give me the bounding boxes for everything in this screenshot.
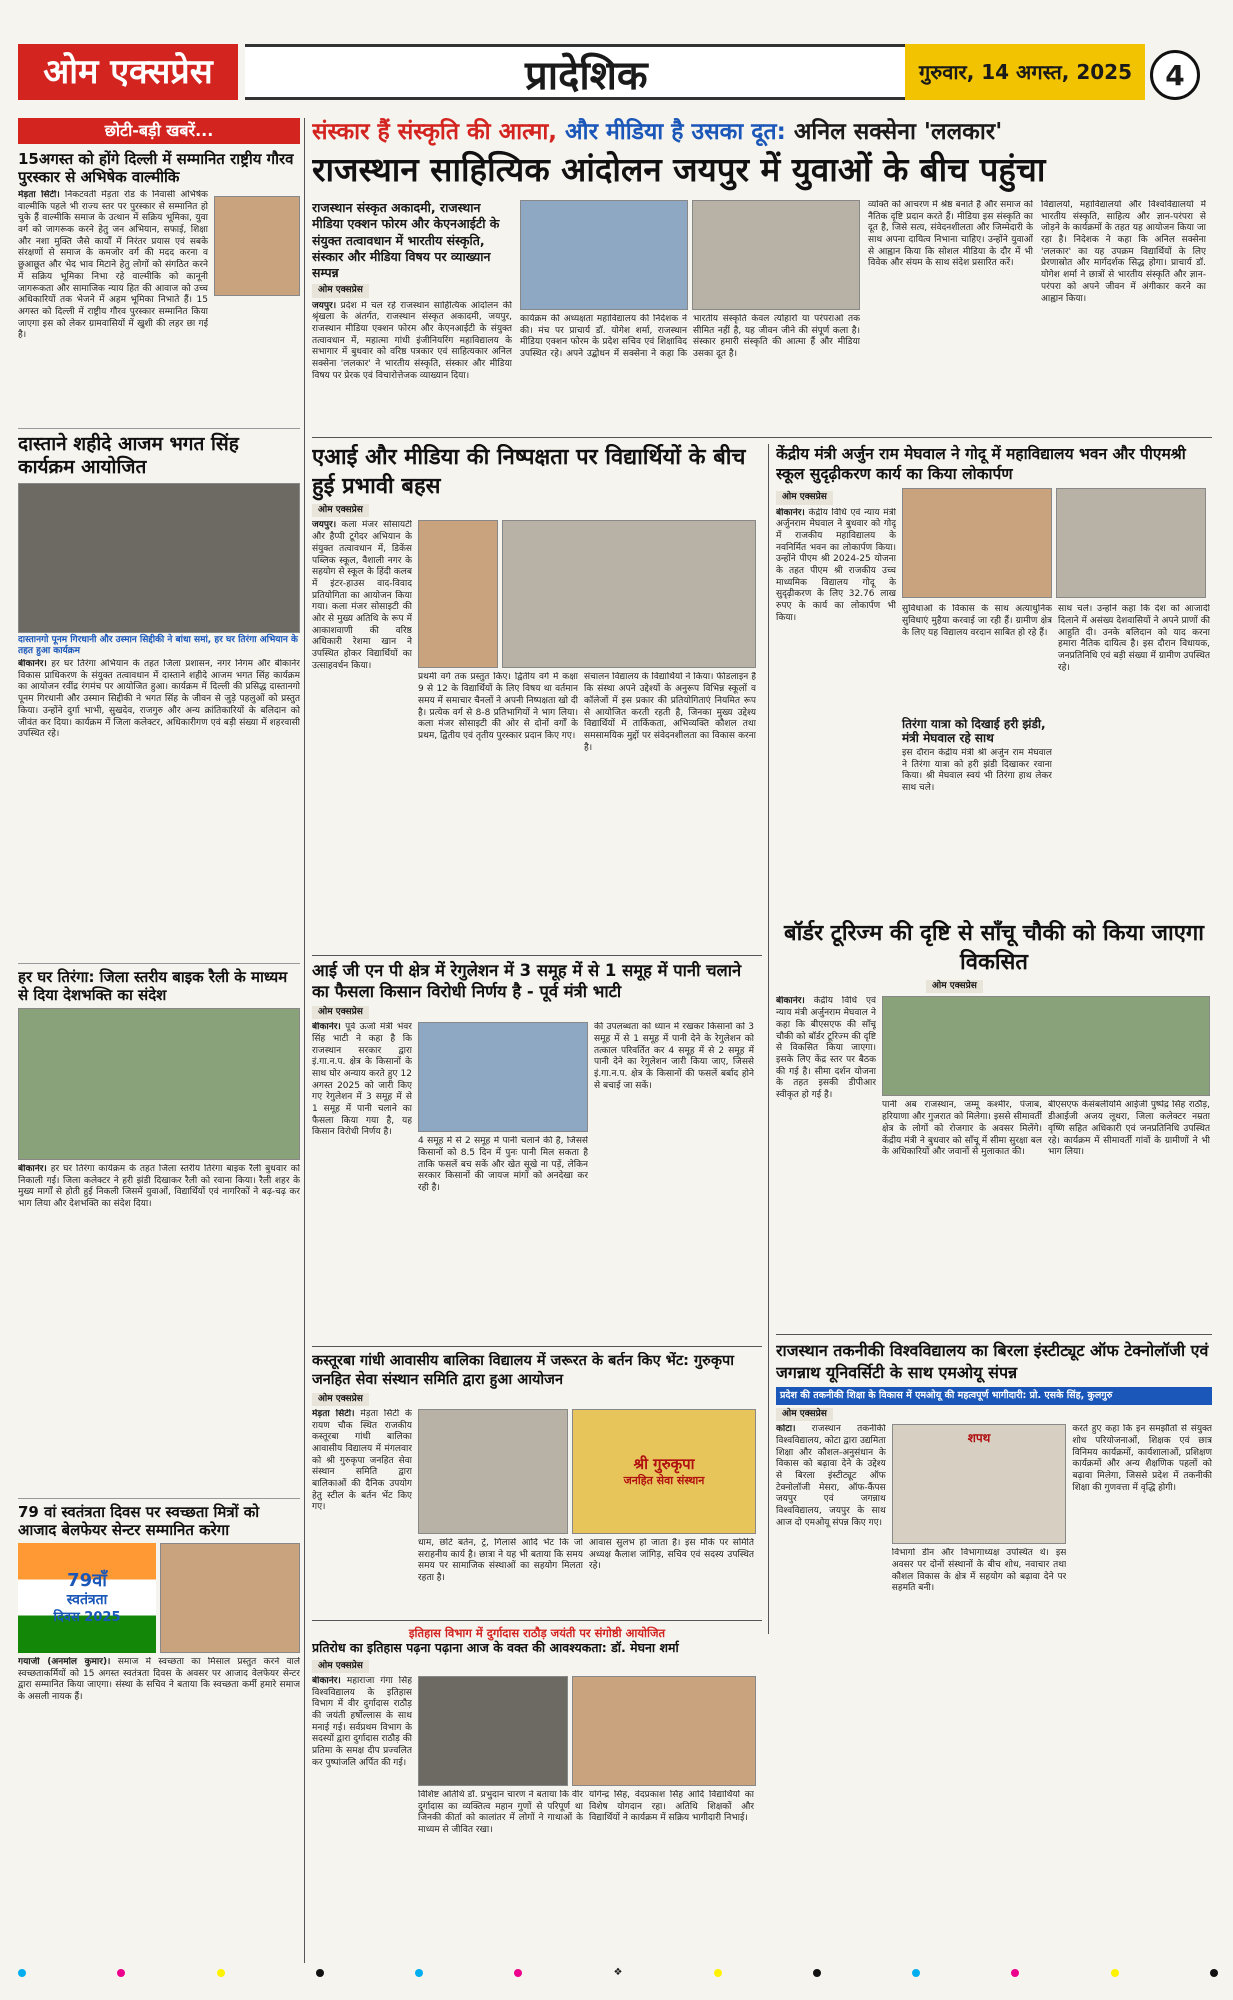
headline: आई जी एन पी क्षेत्र में रेगुलेशन में 3 समूह में से 1 समूह में पानी चलाने का फैसला किसान विरोधी निर्णय है - पूर्व मंत्री भाटी (312, 961, 742, 1002)
inauguration-photo (902, 488, 1052, 598)
lead-kicker: संस्कार हैं संस्कृति की आत्मा, और मीडिया है उसका दूत: अनिल सक्सेना 'ललकार' (312, 119, 1003, 145)
dateline: बीकानेर। (18, 1164, 47, 1175)
meghwal-inauguration-story (776, 444, 1212, 919)
byline: ओम एक्सप्रेस (312, 504, 369, 517)
story-body: करते हुए कहा कि इन समझौतों से संयुक्त शोध परियोजनाओं, शिक्षक एवं छात्र विनिमय कार्यक्रमों, कार्यशालाओं, प्रशिक्षण कार्यक्रमों और अन्य शैक्षणिक पहलों को बढ़ावा मिलेगा, जिससे प्रदेश में तकनीकी शिक्षा की गुणवत्ता में वृद्धि होगी। (1072, 1424, 1212, 1493)
kasturba-donation-story (312, 1352, 762, 1614)
portrait-photo (160, 1543, 300, 1653)
brand-logo: ओम एक्सप्रेस (18, 44, 238, 100)
left-column (18, 118, 300, 1963)
lead-deck: राजस्थान संस्कृत अकादमी, राजस्थान मीडिया एक्शन फोरम और केएनआईटी के संयुक्त तत्वावधान में भारतीय संस्कृति, संस्कार और मीडिया विषय पर व्याख्यान सम्पन्न (312, 200, 500, 280)
mou-signing-photo: शपथ (892, 1424, 1067, 1544)
bike-rally-photo (18, 1008, 300, 1160)
dateline: जयपुर। (312, 300, 337, 311)
headline: राजस्थान तकनीकी विश्वविद्यालय का बिरला इंस्टीट्यूट ऑफ टेक्नोलॉजी एवं जगन्नाथ यूनिवर्सिटी के साथ एमओयू संपन्न (776, 1341, 1209, 1382)
byline: ओम एक्सप्रेस (776, 1408, 833, 1421)
speaker-photo (520, 200, 688, 310)
story-body: प्रथमी वर्ग तक प्रस्तुत किए। द्वितीय वर्ग में कक्षा 9 से 12 के विद्यार्थियों के लिए विषय था वर्तमान समय में समाचार चैनलों ने अपनी निष्पक्षता खो दी है। प्रत्येक वर्ग से 8-8 प्रतिभागियों ने भाग लिया। कला मंजर सोसाइटी की ओर से दोनों वर्गों के प्रथम, द्वितीय एवं तृतीय पुरस्कार प्रदान किए गए। (418, 672, 578, 741)
color-registration-strip (18, 1968, 1218, 1978)
lead-story (312, 118, 1212, 433)
section-divider (312, 1620, 762, 1621)
story-body: समाज में स्वच्छता का मिसाल प्रस्तुत करने वाले स्वच्छताकर्मियों को 15 अगस्त स्वतंत्रता दिवस के अवसर पर आजाद वेलफेयर सेन्टर द्वारा सम्मानित किया जाएगा। संस्था के सचिव ने बताया कि स्वच्छता कर्मी हमारे समाज के असली नायक हैं। (18, 1657, 300, 1703)
students-group-photo (418, 520, 498, 668)
subhead: तिरंगा यात्रा को दिखाई हरी झंडी, मंत्री मेघवाल रहे साथ (902, 717, 1046, 746)
photo-caption: दास्तानगो पूनम गिरधानी और उस्मान सिद्दीकी ने बांधा समां, हर घर तिरंगा अभियान के तहत हुआ कार्यक्रम (18, 634, 298, 656)
speaker-photo (572, 1676, 756, 1786)
headline: हर घर तिरंगा: जिला स्तरीय बाइक रैली के माध्यम से दिया देशभक्ति का संदेश (18, 968, 288, 1005)
story-body: साथ चले। उन्होंने कहा कि देश को आजादी दिलाने में असंख्य देशवासियों ने अपने प्राणों की आहुति दी। उनके बलिदान को याद करना हमारा नैतिक दायित्व है। इस दौरान विधायक, जनप्रतिनिधि एवं बड़ी संख्या में ग्रामीण उपस्थित रहे। (1058, 604, 1210, 673)
story-body: 4 समूह में से 2 समूह में पानी चलाने की है, जिससे किसानों को 8.5 दिन में पुनः पानी मिल सकता है ताकि फसलें बच सकें और खेत सूखे ना पड़ें, लेकिन सरकार किसानों की जायज मांगों को अनदेखा कर रही है। (418, 1136, 588, 1193)
story-body: धाम, छोटे बर्तन, ट्रे, गिलासें आदि भेंट कि जो सराहनीय कार्य है। छात्रा ने यह भी बताया कि समय समय पर सामाजिक संस्थाओं का सहयोग मिलता रहता है। (418, 1537, 583, 1583)
story-body: सुविधाओं के विकास के साथ अत्याधुनिक सुविधाएं मुहैया करवाई जा रही हैं। ग्रामीण क्षेत्र के लिए यह विद्यालय वरदान साबित हो रहे हैं। (902, 604, 1052, 638)
story-body: बीएसएफ केसंबलीयमि आईजी पुष्पेंद्र सिंह राठौड़, डीआईजी अजय लूथरा, जिला कलेक्टर नम्रता वृष्णि सहित अधिकारी एवं जनप्रतिनिधि उपस्थित रहे। कार्यक्रम में सीमावर्ती गांवों के ग्रामीणों ने भी भाग लिया। (1048, 1100, 1210, 1158)
brief-story-1 (18, 150, 300, 422)
byline: ओम एक्सप्रेस (776, 491, 833, 504)
seminar-photo (418, 1676, 568, 1786)
story-body: विशिष्ट अतिथि डॉ. प्रभुदान चारण ने बताया कि वीर दुर्गादास का व्यक्तित्व महान गुणों से परिपूर्ण था जिनकी कीर्ता को कालांतर में लोगों ने गाथाओं के माध्यम से जीवित रखा। (418, 1789, 583, 1835)
story-body: कार्यक्रम की अध्यक्षता महाविद्यालय की निदेशक ने की। मंच पर प्राचार्य डॉ. योगेश शर्मा, राजस्थान मीडिया एक्शन फोरम के प्रदेश सचिव एवं शिक्षाविद उपस्थित रहे। अपने उद्बोधन में सक्सेना ने कहा कि भारतीय संस्कृति केवल त्योहारों या परंपराओं तक सीमित नहीं है, यह जीवन जीने की संपूर्ण कला है। संस्कार हमारी संस्कृति की आत्मा हैं और मीडिया उसका दूत है। (520, 314, 860, 360)
story-body: केंद्रीय विधि एवं न्याय मंत्री अर्जुनराम मेघवाल ने बुधवार को गोदू में राजकीय महाविद्यालय के नवनिर्मित भवन का लोकार्पण किया। उन्होंने पीएम श्री 2024-25 योजना के तहत पीएम श्री राजकीय उच्च माध्यमिक विद्यालय गोदू के सुदृढ़ीकरण के लिए 32.76 लाख रुपए के कार्य का लोकार्पण भी किया। (776, 507, 896, 623)
byline: ओम एक्सप्रेस (312, 1393, 369, 1406)
byline: ओम एक्सप्रेस (312, 284, 369, 297)
headline: एआई और मीडिया की निष्पक्षता पर विद्यार्थियों के बीच हुई प्रभावी बहस (312, 445, 746, 499)
ceremony-photo (1056, 488, 1206, 598)
story-body: मेड़ता सिटी के रायण चौक स्थित राजकीय कस्तूरबा गांधी बालिका आवासीय विद्यालय में मंगलवार को श्री गुरुकृपा जनहित सेवा संस्थान समिति द्वारा बालिकाओं की दैनिक उपयोग हेतु स्टील के बर्तन भेंट किए गए। (312, 1408, 412, 1513)
section-divider (312, 1346, 762, 1347)
story-body: निकटवर्ती मेड़ता रोड के निवासी अभिषेक वाल्मीकि पहले भी राज्य स्तर पर पुरस्कार से सम्मानित हो चुके हैं वाल्मीकि समाज के उत्थान में सक्रिय भूमिका, युवा वर्ग को जागरूक करने हेतु जन अभियान, सफाई, शिक्षा और नशा मुक्ति जैसे कार्यों में निरंतर प्रयास एवं सबके संरक्षणों से समाज के कमजोर वर्ग की मदद करना व छुआछूत और भेद भाव मिटाने हेतु लोगों को संगठित करने में सक्रिय भूमिका निभा रहे वाल्मीकि को कानूनी जागरूकता और सामाजिक न्याय हित की आवाज को उच्च अधिकारियों तक भेजने में अहम भूमिका निभाते हैं। 15 अगस्त को दिल्ली में राष्ट्रीय गौरव पुरस्कार सम्मानित किया जाएगा इस को लेकर ग्रामवासियों में खुशी की लहर छा गई है। (18, 190, 208, 341)
story-body: पानी अब राजस्थान, जम्मू कश्मीर, पंजाब, हरियाणा और गुजरात को मिलेगा। इससे सीमावर्ती क्षेत्र के लोगों को रोजगार के अवसर मिलेंगे। केंद्रीय मंत्री ने बुधवार को साँचू में सीमा सुरक्षा बल के अधिकारियों और जवानों से मुलाकात की। (882, 1100, 1042, 1158)
students-photo (418, 1409, 568, 1534)
section-divider (312, 955, 762, 956)
story-body: संचालन विद्यालय के विद्यार्थियों ने किया। फीडलाइन हैं कि संस्था अपने उद्देश्यों के अनुरूप विभिन्न स्कूलों व कॉलेजों में इस प्रकार की प्रतियोगिताएं नियमित रूप से आयोजित करती रहती है, जिनका मुख्य उद्देश्य विद्यार्थियों में तार्किकता, अभिव्यक्ति कौशल तथा समसामयिक मुद्दों पर संवेदनशीलता का विकास करना है। (584, 672, 756, 753)
issue-date: गुरुवार, 14 अगस्त, 2025 (905, 44, 1145, 100)
politician-portrait-photo (418, 1022, 588, 1132)
history-seminar-story (312, 1626, 762, 1964)
dateline: बीकानेर। (776, 996, 805, 1007)
brief-story-4 (18, 1498, 300, 1792)
brief-story-2 (18, 428, 300, 959)
section-divider (776, 1334, 1212, 1335)
dateline: बीकानेर। (18, 659, 47, 670)
brief-story-3 (18, 963, 300, 1494)
page-number: 4 (1150, 50, 1200, 100)
story-body: विभागों डीन और विभागाध्यक्ष उपस्थित थे। इस अवसर पर दोनों संस्थानों के बीच शोध, नवाचार तथा कौशल विकास के क्षेत्र में सहयोग को बढ़ावा देने पर सहमति बनी। (891, 1548, 1067, 1594)
dateline: जयपुर। (312, 520, 337, 531)
headline: दास्ताने शहीदे आजम भगत सिंह कार्यक्रम आयोजित (18, 433, 239, 478)
registration-mark: ❖ (613, 1966, 623, 1978)
headline: बॉर्डर टूरिज्म की दृष्टि से साँचू चौकी को किया जाएगा विकसित (784, 921, 1204, 975)
briefs-kicker: छोटी-बड़ी खबरें... (18, 118, 300, 144)
headline: प्रतिरोध का इतिहास पढ़ना पढ़ाना आज के वक्त की आवश्यकता: डॉ. मेघना शर्मा (312, 1640, 679, 1656)
dateline: बीकानेर। (776, 507, 805, 518)
story-body: विद्यालयों, महाविद्यालयों और विश्वविद्यालयों में भारतीय संस्कृति, साहित्य और ज्ञान-परंपरा से जोड़ने के कार्यक्रमों के तहत यह आयोजन किया जा रहा है। निदेशक ने कहा कि अनिल सक्सेना 'ललकार' का यह उपक्रम विद्यार्थियों के लिए प्रेरणास्रोत और मार्गदर्शक सिद्ध होगा। प्राचार्य डॉ. योगेश शर्मा ने छात्रों से भारतीय संस्कृति और ज्ञान-परंपरा को अपने जीवन में अंगीकार करने का आह्वान किया। (1041, 200, 1206, 304)
column-divider (768, 444, 769, 1634)
story-body: पूर्व ऊर्जा मंत्री भंवर सिंह भाटी ने कहा है कि राजस्थान सरकार द्वारा इं.गा.न.प. क्षेत्र के किसानों के साथ घोर अन्याय करते हुए 12 अगस्त 2025 को जारी किए गए रेगुलेशन में 3 समूह में से 1 समूह में पानी चलाने का फैसला किया गया है, यह किसान विरोधी निर्णय है। (312, 1022, 412, 1138)
rtu-mou-story (776, 1340, 1212, 1962)
section-divider (312, 437, 1212, 438)
stage-performance-photo (18, 483, 300, 633)
lead-headline: राजस्थान साहित्यिक आंदोलन जयपुर में युवाओं के बीच पहुंचा (312, 149, 1046, 189)
banner-photo: श्री गुरुकृपा जनहित सेवा संस्थान (572, 1409, 756, 1534)
award-ceremony-photo (502, 520, 756, 668)
dateline: कोटा। (776, 1424, 796, 1435)
portrait-photo (214, 196, 300, 296)
story-body: राजस्थान तकनीकी विश्वविद्यालय, कोटा द्वारा उद्यमिता शिक्षा और कौशल-अनुसंधान के विकास को बढ़ावा देने के उद्देश्य से बिरला इंस्टीट्यूट ऑफ टेक्नोलॉजी मेसरा, ऑफ-कैंपस जयपुर एवं जगन्नाथ विश्वविद्यालय, जयपुर के साथ आज दो एमओयू संपन्न किए गए। (776, 1424, 886, 1528)
story-body: योगेन्द्र सिंह, वेदप्रकाश सिंह आदि विद्यार्थियों का विशेष योगदान रहा। अतिथि शिक्षकों और विद्यार्थियों ने कार्यक्रम में सक्रिय भागीदारी निभाई। (589, 1789, 754, 1824)
section-title: प्रादेशिक (245, 44, 905, 100)
audience-photo (692, 200, 860, 310)
story-body: इस दौरान केंद्रीय मंत्री श्री अर्जुन राम मेघवाल ने तिरंगा यात्रा को हरी झंडी दिखाकर रवाना किया। श्री मेघवाल स्वयं भी तिरंगा हाथ लेकर साथ चले। (902, 747, 1052, 793)
story-body: महाराजा गंगा सिंह विश्वविद्यालय के इतिहास विभाग में वीर दुर्गादास राठौड़ की जयंती हर्षोल्लास के साथ मनाई गई। सर्वप्रथम विभाग के सदस्यों द्वारा दुर्गादास राठौड़ की प्रतिमा के समक्ष दीप प्रज्वलित कर पुष्पांजलि अर्पित की गई। (312, 1675, 412, 1768)
headline: 15अगस्त को होंगे दिल्ली में सम्मानित राष्ट्रीय गौरव पुरस्कार से अभिषेक वाल्मीकि (18, 150, 294, 186)
independence-day-poster: 79वाँ स्वतंत्रता दिवस 2025 (18, 1543, 156, 1653)
dateline: बीकानेर। (312, 1675, 341, 1686)
byline: ओम एक्सप्रेस (312, 1660, 369, 1673)
dateline: मेड़ता सिटी। (312, 1408, 355, 1419)
strap: प्रदेश की तकनीकी शिक्षा के विकास में एमओयू की महत्वपूर्ण भागीदारी: प्रो. एसके सिंह, कुलगुरु (776, 1387, 1212, 1405)
kicker: इतिहास विभाग में दुर्गादास राठौड़ जयंती पर संगोष्ठी आयोजित (408, 1626, 666, 1640)
story-body: प्रदेश में चल रहे राजस्थान साहित्यिक आंदोलन की श्रृंखला के अंतर्गत, राजस्थान संस्कृत अकादमी, जयपुर, राजस्थान मीडिया एक्शन फोरम और केएनआईटी के संयुक्त तत्वावधान में, महात्मा गांधी इंजीनियरिंग महाविद्यालय के सभागार में बुधवार को वरिष्ठ पत्रकार एवं साहित्यकार अनिल सक्सेना 'ललकार' ने भारतीय संस्कृति, संस्कार और मीडिया विषय पर प्रेरक एवं विचारोत्तेजक व्याख्यान दिया। (312, 300, 512, 381)
dateline: गयाजी (अनमोल कुमार)। (18, 1657, 111, 1668)
border-tourism-story (776, 920, 1212, 1330)
dateline: मेड़ता सिटी। (18, 190, 60, 200)
column-divider (304, 118, 305, 1963)
story-body: कला मंजर सोसायटी और हैप्पी टूगेदर अभियान के संयुक्त तत्वावधान में, डिकेंस पब्लिक स्कूल, वैशाली नगर के सहयोग से स्कूल के हिंदी कलब में इंटर-हाउस वाद-विवाद प्रतियोगिता का आयोजन किया गया। कला मंजर सोसाइटी की ओर से मुख्य अतिथि के रूप में आकाशवाणी की वरिष्ठ अधिकारी रेशमा खान ने उपस्थित होकर विद्यार्थियों का उत्साहवर्धन किया। (312, 520, 412, 671)
dateline: बीकानेर। (312, 1022, 341, 1033)
byline: ओम एक्सप्रेस (926, 980, 983, 993)
bhati-irrigation-story (312, 960, 762, 1340)
story-body: की उपलब्धता को ध्यान में रखकर किसानों को 3 समूह में से 1 समूह में पानी देने के रेगुलेशन को तत्काल परिवर्तित कर 4 समूह में से 2 समूह में पानी देने का रेगुलेशन जारी किया जाए, जिससे इं.गा.न.प. क्षेत्र के किसानों की फसलें बर्बाद होने से बचाई जा सकें। (594, 1022, 754, 1091)
story-body: व्यक्ति को आचरण में श्रेष्ठ बनाते हैं और समाज को नैतिक दृष्टि प्रदान करते हैं। मीडिया इस संस्कृति का दूत है, जिसे सत्य, संवेदनशीलता और जिम्मेदारी के साथ अपना दायित्व निभाना चाहिए। उन्होंने युवाओं से आह्वान किया कि सोशल मीडिया के दौर में भी विवेक और संयम के साथ संदेश प्रसारित करें। (868, 200, 1033, 269)
headline: केंद्रीय मंत्री अर्जुन राम मेघवाल ने गोदू में महाविद्यालय भवन और पीएमश्री स्कूल सुदृढ़ीकरण कार्य का किया लोकार्पण (776, 445, 1186, 484)
headline: कस्तूरबा गांधी आवासीय बालिका विद्यालय में जरूरत के बर्तन किए भेंट: गुरुकृपा जनहित सेवा संस्थान समिति द्वारा हुआ आयोजन (312, 1353, 734, 1388)
story-body: हर घर तिरंगा अभियान के तहत जिला प्रशासन, नगर निगम और बीकानेर विकास प्राधिकरण के संयुक्त तत्वावधान में दास्ताने शहीदे आजम भगत सिंह कार्यक्रम का आयोजन रवींद्र रंगमंच पर आयोजित हुआ। कार्यक्रम में दिल्ली की प्रसिद्ध दास्तानगो पूनम गिरधानी और उस्मान सिद्दीकी ने भगत सिंह के जीवन से जुड़े पहलुओं को प्रस्तुत किया। उन्होंने दुर्गा भाभी, सुखदेव, राजगुरु और अन्य क्रांतिकारियों के बलिदान को जीवंत कर दिया। कार्यक्रम में जिला कलेक्टर, अधिकारीगण एवं बड़ी संख्या में शहरवासी उपस्थित रहे। (18, 659, 300, 740)
byline: ओम एक्सप्रेस (312, 1006, 369, 1019)
ai-media-story (312, 444, 762, 949)
story-body: केंद्रीय विधि एवं न्याय मंत्री अर्जुनराम मेघवाल ने कहा कि बीएसएफ की साँचू चौकी को बॉर्डर टूरिज्म की दृष्टि से विकसित किया जाएगा। इसके लिए केंद्र स्तर पर बैठक की गई है। सीमा दर्शन योजना के तहत इसकी डीपीआर स्वीकृत हो गई है। (776, 996, 876, 1100)
story-body: आवास सुलभ हो जाता है। इस मौके पर समिति अध्यक्ष कैलाश जांगिड़, सचिव एवं सदस्य उपस्थित रहे। (589, 1537, 754, 1572)
bsf-visit-photo (882, 996, 1210, 1096)
story-body: हर घर तिरंगा कार्यक्रम के तहत जिला स्तरीय तिरंगा बाइक रैली बुधवार को निकाली गई। जिला कलेक्टर ने हरी झंडी दिखाकर रैली को रवाना किया। रैली शहर के मुख्य मार्गों से होती हुई निकली जिसमें युवाओं, विद्यार्थियों एवं नागरिकों ने बढ़-चढ़ कर भाग लिया और देशभक्ति का संदेश दिया। (18, 1164, 300, 1210)
headline: 79 वां स्वतंत्रता दिवस पर स्वच्छता मित्रों को आजाद बेलफेयर सेन्टर सम्मानित करेगा (18, 1503, 260, 1540)
